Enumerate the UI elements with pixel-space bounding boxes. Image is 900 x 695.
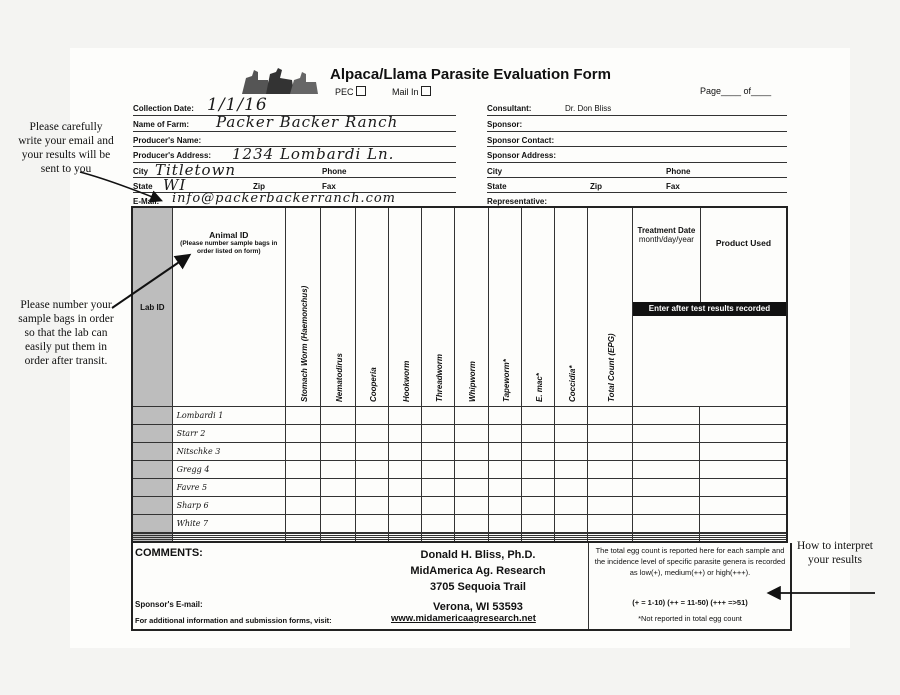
enter-after-banner: Enter after test results recorded: [633, 302, 786, 316]
state-label: State: [133, 182, 153, 191]
email-label: E-Mail:: [133, 197, 160, 206]
animal-id-cell[interactable]: Nitschke 3: [172, 443, 285, 461]
mail-in-label: Mail In: [392, 87, 419, 97]
parasite-label: Tapeworm*: [501, 359, 511, 403]
state-value[interactable]: WI: [163, 176, 187, 194]
animal-id-note: (Please number sample bags in order listed on form): [180, 240, 278, 255]
animal-id-cell[interactable]: Lombardi 1: [172, 407, 285, 425]
animal-id-label: Animal ID: [209, 230, 249, 240]
animal-id-cell[interactable]: Gregg 4: [172, 460, 285, 478]
producer-name-label: Producer's Name:: [133, 136, 202, 145]
sponsor-phone-label: Phone: [666, 167, 691, 176]
parasite-label: Coccidia*: [567, 365, 577, 403]
parasite-label: E. mac*: [534, 373, 544, 403]
sponsor-zip-label: Zip: [590, 182, 602, 191]
consultant-value: Dr. Don Bliss: [565, 104, 612, 113]
collection-date-label: Collection Date:: [133, 104, 194, 113]
parasite-label: Whipworm: [468, 361, 478, 403]
parasite-label: Nematodirus: [335, 353, 345, 403]
sponsor-city-label: City: [487, 167, 503, 176]
lab-org: MidAmerica Ag. Research: [410, 565, 546, 577]
farm-name-label: Name of Farm:: [133, 120, 190, 129]
animal-id-cell[interactable]: White 7: [172, 514, 285, 532]
consultant-label: Consultant:: [487, 104, 532, 113]
sponsor-fax-label: Fax: [666, 182, 680, 191]
sponsor-address-label: Sponsor Address:: [487, 151, 557, 160]
more-info-label: For additional information and submission forms, visit:: [135, 616, 332, 625]
city-label: City: [133, 167, 149, 176]
parasite-label: Cooperia: [369, 367, 379, 403]
city-value[interactable]: Titletown: [155, 161, 237, 179]
parasite-label: Hookworm: [402, 360, 412, 403]
lab-city: Verona, WI 53593: [433, 601, 523, 613]
sponsor-label: Sponsor:: [487, 120, 523, 129]
sponsor-state-label: State: [487, 182, 507, 191]
comments-label: COMMENTS:: [135, 547, 203, 559]
product-used-label: Product Used: [715, 238, 772, 248]
pec-label: PEC: [335, 87, 354, 97]
sponsor-contact-label: Sponsor Contact:: [487, 136, 555, 145]
not-reported-note: *Not reported in total egg count: [638, 614, 742, 623]
fax-label: Fax: [322, 182, 336, 191]
farm-name-value[interactable]: Packer Backer Ranch: [216, 113, 399, 131]
collection-date-value[interactable]: 1/1/16: [207, 95, 268, 115]
treatment-date-label: Treatment Date: [637, 226, 696, 235]
animal-id-cell[interactable]: Starr 2: [172, 425, 285, 443]
email-arrow-icon: [80, 172, 160, 200]
incidence-scale: (+ = 1-10) (++ = 11-50) (+++ =>51): [632, 598, 748, 607]
animal-id-cell[interactable]: Favre 5: [172, 478, 285, 496]
bags-annotation: Please number your sample bags in order so that the lab can easily put them in order after transit.: [18, 299, 114, 367]
egg-count-note: The total egg count is reported here for each sample and the incidence level of specific parasite genera is recorded as low(+), medium(++) or high(+++).: [594, 546, 786, 577]
sponsor-email-label: Sponsor's E-mail:: [135, 600, 203, 609]
total-count-label: Total Count (EPG): [606, 333, 616, 403]
animal-id-cell[interactable]: Sharp 6: [172, 496, 285, 514]
form-title: Alpaca/Llama Parasite Evaluation Form: [330, 66, 611, 83]
email-annotation: Please carefully write your email and your results will be sent to you: [18, 121, 114, 175]
lab-id-label: Lab ID: [140, 302, 165, 312]
email-value[interactable]: info@packerbackerranch.com: [172, 191, 397, 206]
phone-label: Phone: [322, 167, 347, 176]
treatment-date-format: month/day/year: [638, 235, 694, 244]
parasite-label: Stomach Worm (Haemonchus): [299, 285, 309, 403]
producer-address-value[interactable]: 1234 Lombardi Ln.: [232, 145, 395, 163]
page-counter: Page____ of____: [700, 86, 772, 96]
producer-address-label: Producer's Address:: [133, 151, 212, 160]
lab-street: 3705 Sequoia Trail: [430, 581, 526, 593]
representative-label: Representative:: [487, 197, 548, 206]
parasite-label: Threadworm: [435, 354, 445, 403]
website-link[interactable]: www.midamericaagresearch.net: [391, 613, 536, 624]
zip-label: Zip: [253, 182, 265, 191]
interpret-annotation: How to interpret your results: [796, 540, 873, 566]
lab-contact-name: Donald H. Bliss, Ph.D.: [420, 549, 536, 561]
bags-arrow-icon: [112, 256, 188, 308]
